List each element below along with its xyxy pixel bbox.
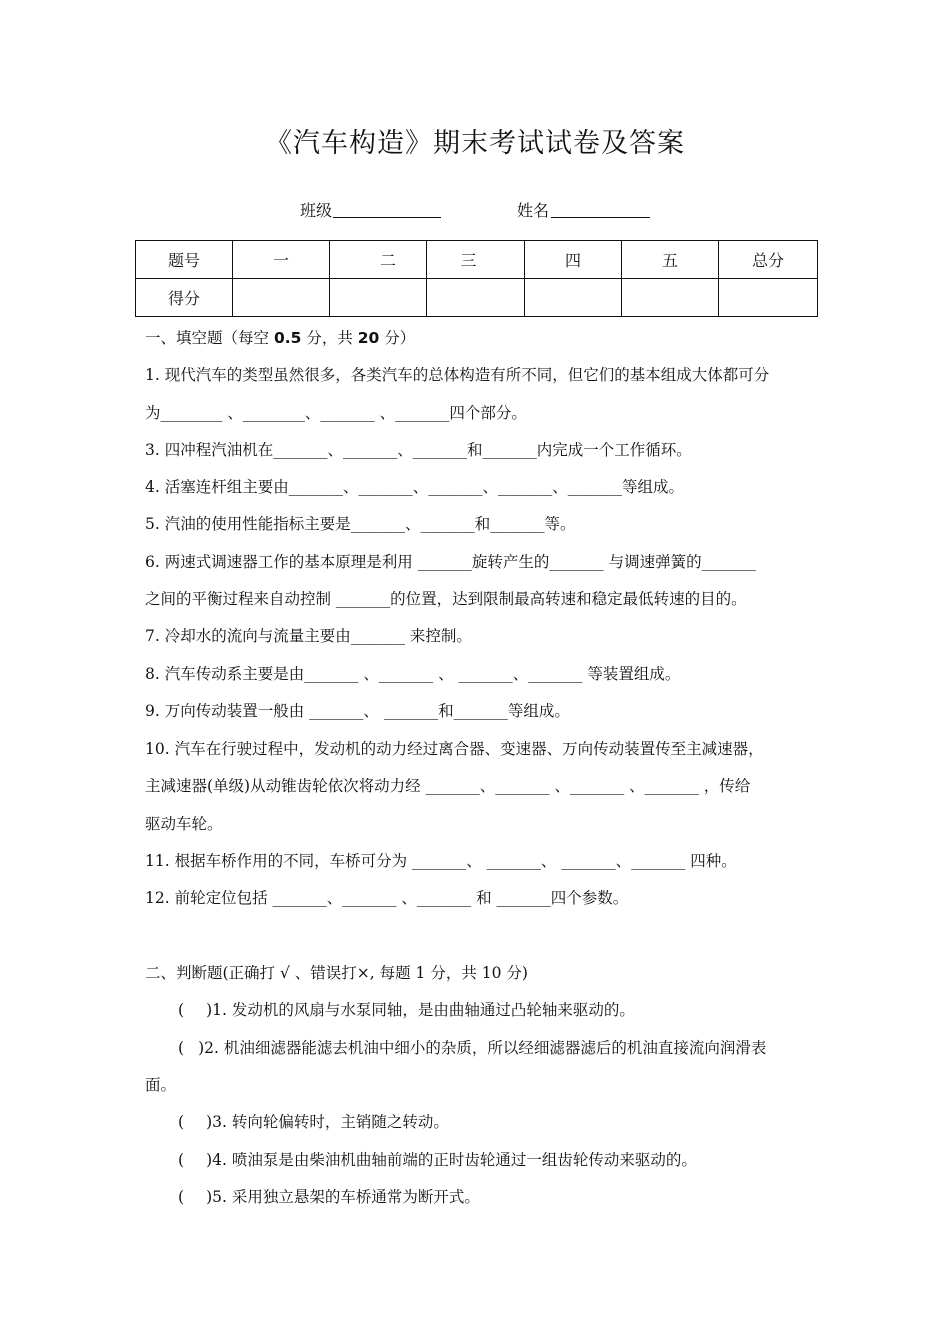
score-row-label: 得分	[136, 279, 233, 317]
judge-item-continuation: 面。	[145, 1076, 177, 1094]
page-title: 《汽车构造》期末考试试卷及答案	[265, 128, 685, 159]
question-line: 8. 汽车传动系主要是由_______ 、_______ 、 _______、_______ 等装置组成。	[145, 665, 681, 683]
section1-heading: 一、填空题（每空 0.5 分，共 20 分）	[145, 329, 416, 347]
class-label: 班级	[300, 201, 333, 220]
question-line: 5. 汽油的使用性能指标主要是_______、_______和_______等。	[145, 515, 576, 533]
question-line: 11. 根据车桥作用的不同，车桥可分为 _______、 _______、 _______、_______ 四种。	[145, 852, 737, 870]
section2-heading: 二、判断题(正确打 √ 、错误打×, 每题 1 分，共 10 分)	[145, 964, 528, 982]
header-cell: 总分	[719, 241, 818, 279]
score-cell[interactable]	[330, 279, 427, 317]
question-line: 6. 两速式调速器工作的基本原理是利用 _______旋转产生的_______ 与调速弹簧的_______	[145, 553, 756, 571]
question-line: 7. 冷却水的流向与流量主要由_______ 来控制。	[145, 627, 472, 645]
question-line: 主减速器(单级)从动锥齿轮依次将动力经 _______、_______ 、_______ 、_______ ，传给	[145, 777, 751, 795]
score-cell[interactable]	[525, 279, 622, 317]
question-line: 4. 活塞连杆组主要由_______、_______、_______、_______、_______等组成。	[145, 478, 684, 496]
score-cell[interactable]	[622, 279, 719, 317]
question-line: 9. 万向传动装置一般由 _______、 _______和_______等组成。	[145, 702, 570, 720]
judge-item: ( )3. 转向轮偏转时，主销随之转动。	[178, 1113, 449, 1131]
header-cell: 二	[330, 241, 427, 279]
name-field[interactable]	[551, 217, 650, 218]
question-line: 1. 现代汽车的类型虽然很多，各类汽车的总体构造有所不同，但它们的基本组成大体都可分	[145, 366, 770, 384]
header-cell: 五	[622, 241, 719, 279]
judge-item: ( )1. 发动机的风扇与水泵同轴，是由曲轴通过凸轮轴来驱动的。	[178, 1001, 635, 1019]
judge-item: ( )4. 喷油泵是由柴油机曲轴前端的正时齿轮通过一组齿轮传动来驱动的。	[178, 1151, 697, 1169]
score-table-header-row	[136, 241, 818, 279]
judge-item: ( )2. 机油细滤器能滤去机油中细小的杂质，所以经细滤器滤后的机油直接流向润滑表	[178, 1039, 767, 1057]
header-cell: 题号	[136, 241, 233, 279]
answer-bracket[interactable]: (	[178, 1001, 185, 1019]
answer-bracket[interactable]: (	[178, 1039, 185, 1057]
header-cell: 三	[427, 241, 525, 279]
question-line: 10. 汽车在行驶过程中，发动机的动力经过离合器、变速器、万向传动装置传至主减速器，	[145, 740, 764, 758]
name-label: 姓名	[517, 201, 550, 220]
answer-bracket[interactable]: (	[178, 1151, 185, 1169]
question-line: 之间的平衡过程来自动控制 _______的位置，达到限制最高转速和稳定最低转速的目的。	[145, 590, 747, 608]
question-line: 12. 前轮定位包括 _______、_______ 、_______ 和 _______四个参数。	[145, 889, 629, 907]
answer-bracket[interactable]: (	[178, 1113, 185, 1131]
score-cell[interactable]	[719, 279, 818, 317]
judge-item: ( )5. 采用独立悬架的车桥通常为断开式。	[178, 1188, 480, 1206]
score-table-score-row	[136, 279, 818, 317]
header-cell: 一	[233, 241, 330, 279]
question-line: 驱动车轮。	[145, 815, 223, 833]
class-field[interactable]	[333, 217, 441, 218]
header-cell: 四	[525, 241, 622, 279]
score-table	[135, 240, 818, 317]
score-cell[interactable]	[233, 279, 330, 317]
question-line: 3. 四冲程汽油机在_______、_______、_______和_______内完成一个工作循环。	[145, 441, 692, 459]
score-cell[interactable]	[427, 279, 525, 317]
question-line: 为________ 、________、_______ 、_______四个部分。	[145, 404, 527, 422]
answer-bracket[interactable]: (	[178, 1188, 185, 1206]
